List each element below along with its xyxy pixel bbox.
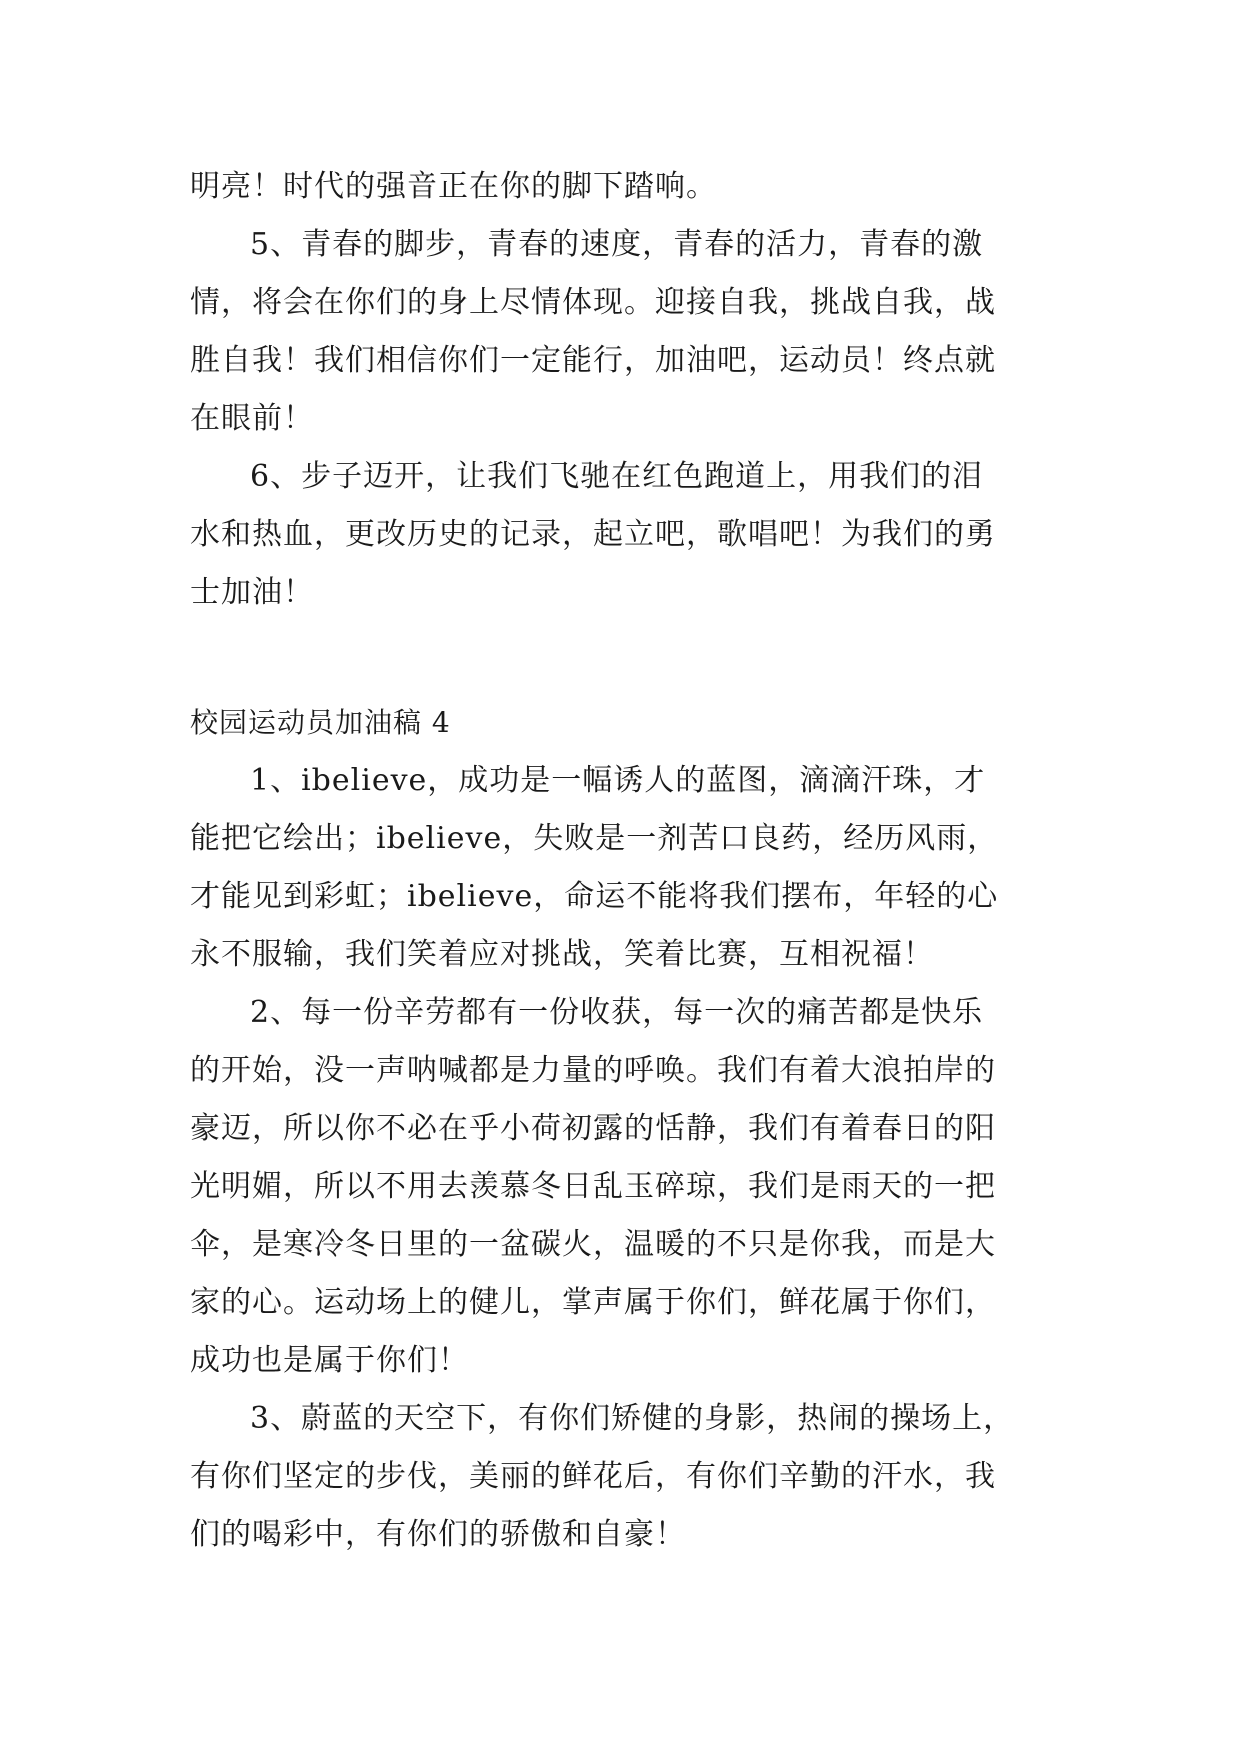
text-line: 才能见到彩虹；ibelieve，命运不能将我们摆布，年轻的心	[190, 879, 999, 914]
text-line: 1、ibelieve，成功是一幅诱人的蓝图，滴滴汗珠，才	[250, 763, 986, 798]
text-line: 家的心。运动场上的健儿，掌声属于你们，鲜花属于你们，	[190, 1285, 996, 1320]
paragraph-5	[190, 216, 1050, 448]
text-line: 情，将会在你们的身上尽情体现。迎接自我，挑战自我，战	[190, 285, 996, 320]
text-line: 豪迈，所以你不必在乎小荷初露的恬静，我们有着春日的阳	[190, 1111, 996, 1146]
text-line: 永不服输，我们笑着应对挑战，笑着比赛，互相祝福！	[190, 937, 934, 972]
text-line: 成功也是属于你们！	[190, 1343, 469, 1378]
text-line: 在眼前！	[190, 401, 314, 436]
text-line: 的开始，没一声呐喊都是力量的呼唤。我们有着大浪拍岸的	[190, 1053, 996, 1088]
text-line: 6、步子迈开，让我们飞驰在红色跑道上，用我们的泪	[250, 459, 984, 494]
text-line: 伞，是寒冷冬日里的一盆碳火，温暖的不只是你我，而是大	[190, 1227, 996, 1262]
paragraph-lead	[190, 158, 1050, 216]
text-line: 水和热血，更改历史的记录，起立吧，歌唱吧！为我们的勇	[190, 517, 996, 552]
text-line: 胜自我！我们相信你们一定能行，加油吧，运动员！终点就	[190, 343, 996, 378]
text-line: 3、蔚蓝的天空下，有你们矫健的身影，热闹的操场上，	[250, 1401, 1015, 1436]
section-paragraph-1	[190, 752, 1050, 984]
section-paragraph-3	[190, 1390, 1050, 1564]
text-line: 2、每一份辛劳都有一份收获，每一次的痛苦都是快乐	[250, 995, 984, 1030]
section-spacer	[190, 622, 1050, 694]
text-line: 有你们坚定的步伐，美丽的鲜花后，有你们辛勤的汗水，我	[190, 1459, 996, 1494]
text-line: 5、青春的脚步，青春的速度，青春的活力，青春的激	[250, 227, 984, 262]
text-line: 明亮！时代的强音正在你的脚下踏响。	[190, 169, 717, 204]
section-title: 校园运动员加油稿 4	[190, 706, 451, 739]
paragraph-6	[190, 448, 1050, 622]
text-line: 能把它绘出；ibelieve，失败是一剂苦口良药，经历风雨，	[190, 821, 999, 856]
text-line: 光明媚，所以不用去羡慕冬日乱玉碎琼，我们是雨天的一把	[190, 1169, 996, 1204]
document-body	[190, 158, 1050, 1564]
section-paragraph-2	[190, 984, 1050, 1390]
text-line: 们的喝彩中，有你们的骄傲和自豪！	[190, 1517, 686, 1552]
text-line: 士加油！	[190, 575, 314, 610]
